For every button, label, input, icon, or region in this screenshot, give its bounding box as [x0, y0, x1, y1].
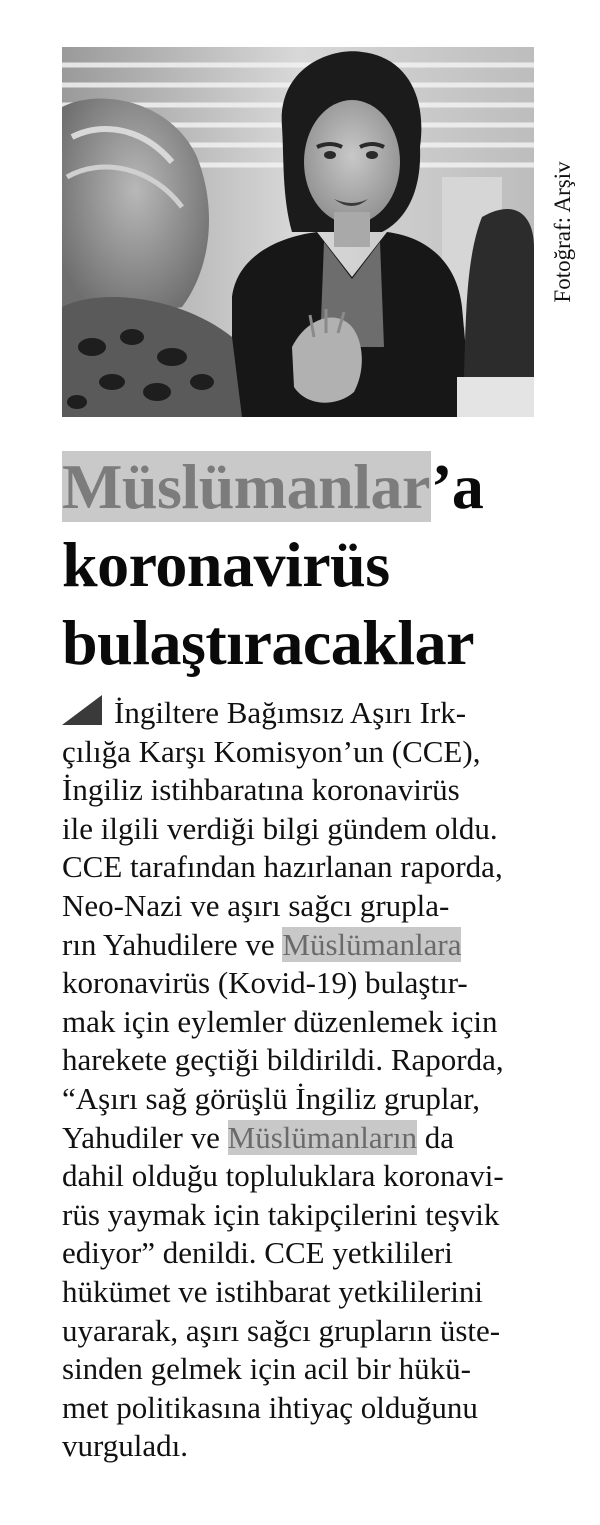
article-line: İngiltere Bağımsız Aşırı Irk- — [62, 694, 574, 733]
article-line: mak için eylemler düzenlemek için — [62, 1003, 498, 1039]
headline-suffix: ’a — [431, 451, 484, 522]
article-line: İngiliz istihbaratına koronavirüs — [62, 772, 460, 808]
headline-line-1 — [62, 448, 582, 526]
headline-line-2: koronavirüs — [62, 529, 390, 600]
article-line: Yahudiler ve Müslümanların da — [62, 1119, 455, 1155]
headline-highlight: Müslümanlar — [62, 451, 432, 522]
article-line: rın Yahudilere ve Müslümanlara — [62, 926, 462, 962]
article-line: koronavirüs (Kovid-19) bulaştır- — [62, 965, 468, 1001]
article-line: “Aşırı sağ görüşlü İngiliz gruplar, — [62, 1080, 481, 1116]
article-line: çılığa Karşı Komisyon’un (CCE), — [62, 733, 481, 769]
article-body — [62, 694, 574, 1466]
article-line: CCE tarafından hazırlanan raporda, — [62, 849, 503, 885]
article-line: ile ilgili verdiği bilgi gündem oldu. — [62, 810, 498, 846]
article-line: harekete geçtiği bildirildi. Raporda, — [62, 1042, 504, 1078]
article-photo — [62, 47, 534, 417]
article-line: rüs yaymak için takipçilerini teşvik — [62, 1196, 500, 1232]
photo-credit-text: Fotoğraf: Arşiv — [550, 161, 575, 303]
photo-image — [62, 47, 534, 417]
headline-line-3: bulaştıracaklar — [62, 607, 475, 678]
article-line: uyararak, aşırı sağcı grupların üste- — [62, 1312, 501, 1348]
highlighted-word: Müslümanların — [227, 1119, 418, 1155]
article-line: vurguladı. — [62, 1428, 188, 1464]
article-line: dahil olduğu topluluklara koronavi- — [62, 1158, 504, 1194]
photo-credit — [543, 47, 583, 417]
article-line: Neo-Nazi ve aşırı sağcı grupla- — [62, 887, 450, 923]
lead-triangle-icon — [62, 695, 102, 725]
headline — [62, 448, 582, 682]
article-line: sinden gelmek için acil bir hükü- — [62, 1351, 471, 1387]
article-line: ediyor” denildi. CCE yetkilileri — [62, 1235, 453, 1271]
article-line: met politikasına ihtiyaç olduğunu — [62, 1389, 478, 1425]
article-line: hükümet ve istihbarat yetkililerini — [62, 1273, 483, 1309]
highlighted-word: Müslümanlara — [282, 926, 462, 962]
